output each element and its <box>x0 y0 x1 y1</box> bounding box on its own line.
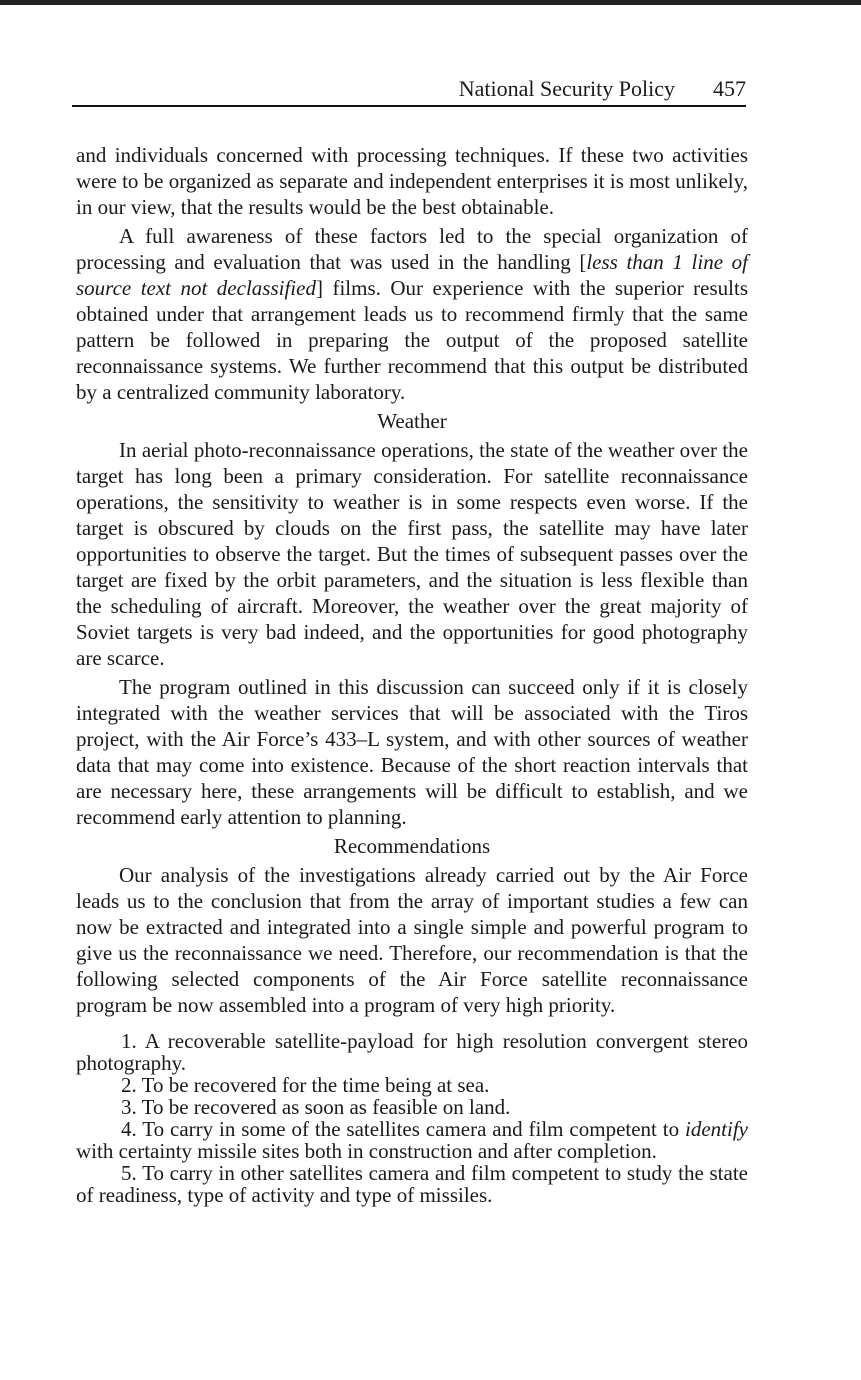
recommendations-heading: Recommendations <box>333 834 491 858</box>
list-item: 5. To carry in other satellites camera and film competent to study the state of readiness, type of activity and type of missiles. <box>76 1161 748 1207</box>
list-item-4-part1: 4. To carry in some of the satellites camera and film competent to <box>121 1117 686 1141</box>
list-item: 3. To be recovered as soon as feasible on land. <box>121 1095 511 1119</box>
paragraph-processing-part1: A full awareness of these factors led to the special organization of processing and evaluation that was used in the handling <box>76 224 748 274</box>
running-header <box>74 76 746 102</box>
list-item-4-emphasis: identify <box>685 1117 748 1141</box>
redaction-note: less than 1 line of source text not declassified <box>76 250 748 300</box>
weather-heading: Weather <box>377 409 447 433</box>
paragraph-continuation: and individuals concerned with processing techniques. If these two activities were to be organized as separate and independent enterprises it is most unlikely, in our view, that the results would be the best obtainable. <box>76 143 748 219</box>
page-number: 457 <box>713 76 746 101</box>
paragraph-processing-part2: films. Our experience with the superior results obtained under that arrangement leads us to recommend firmly that the same pattern be followed in preparing the output of the proposed satellite reconnaissance systems. We further recommend that this output be distributed by a centralized community laboratory. <box>76 276 749 404</box>
page-top-edge <box>0 0 861 5</box>
paragraph-weather-1: In aerial photo-reconnaissance operations, the state of the weather over the target has long been a primary consideration. For satellite reconnaissance operations, the sensitivity to weather is in some respects even worse. If the target is obscured by clouds on the first pass, the satellite may have later opportunities to observe the target. But the times of subsequent passes over the target are fixed by the orbit parameters, and the situation is less flexible than the scheduling of aircraft. Moreover, the weather over the great majority of Soviet targets is very bad indeed, and the opportunities for good photography are scarce. <box>76 438 748 670</box>
recommendations-list <box>76 1030 748 1206</box>
paragraph-processing <box>76 223 748 405</box>
bracket-close: ] <box>315 276 323 300</box>
list-item: 1. A recoverable satellite-payload for high resolution convergent stereo photography. <box>76 1029 748 1075</box>
paragraph-recommendations: Our analysis of the investigations already carried out by the Air Force leads us to the conclusion that from the array of important studies a few can now be extracted and integrated into a single simple and powerful program to give us the reconnaissance we need. Therefore, our recommendation is that the following selected components of the Air Force satellite reconnaissance program be now assembled into a program of very high priority. <box>76 863 748 1017</box>
bracket-open: [ <box>579 250 587 274</box>
list-item: 2. To be recovered for the time being at sea. <box>121 1073 490 1097</box>
paragraph-weather-2: The program outlined in this discussion can succeed only if it is closely integrated with the weather services that will be associated with the Tiros project, with the Air Force’s 433–L system, and with other sources of weather data that may come into existence. Because of the short reaction intervals that are necessary here, these arrangements will be difficult to establish, and we recommend early attention to planning. <box>76 675 748 829</box>
running-title: National Security Policy <box>458 76 675 101</box>
header-rule <box>72 105 746 107</box>
list-item <box>76 1118 748 1162</box>
list-item-4-part2: with certainty missile sites both in construction and after completion. <box>76 1139 657 1163</box>
document-body <box>76 142 748 1206</box>
